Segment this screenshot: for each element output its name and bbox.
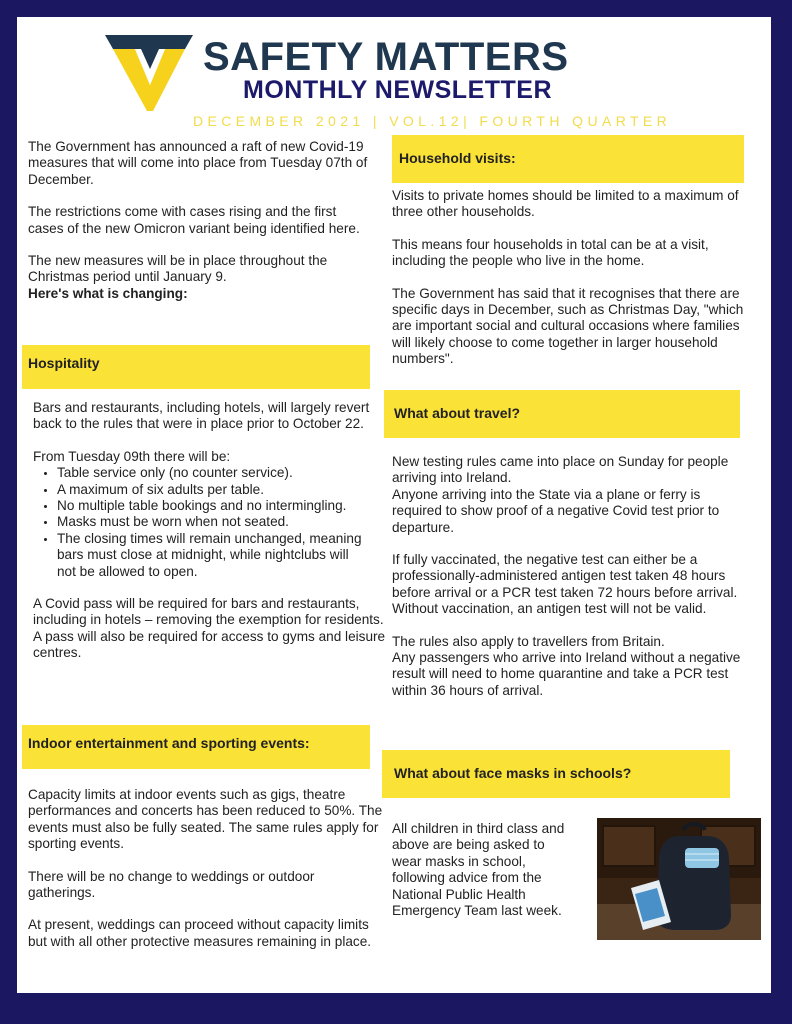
travel-paragraph: New testing rules came into place on Sunday for people arriving into Ireland. (392, 454, 729, 486)
list-item: • No multiple table bookings and no intermingling. (57, 498, 388, 514)
list-item: • Masks must be worn when not seated. (57, 514, 388, 530)
face-masks-section (392, 821, 577, 919)
indoor-paragraph: Capacity limits at indoor events such as gigs, theatre performances and concerts has been reduced to 50%. The events must also be fully seated. The same rules apply for sporting events. (28, 787, 383, 852)
household-paragraph: The Government has said that it recognises that there are specific days in December, such as Christmas Day, "which are important social and cultural occasions where families will likely choose to come together in larger household numbers". (392, 285, 744, 367)
travel-section (392, 454, 749, 699)
intro-section (28, 139, 373, 302)
indoor-events-section (28, 787, 383, 966)
hospitality-paragraph: Bars and restaurants, including hotels, will largely revert back to the rules that were in place prior to October 22. (33, 400, 370, 432)
travel-paragraph: The rules also apply to travellers from Britain. (392, 633, 665, 649)
travel-paragraph: Any passengers who arrive into Ireland without a negative result will need to home quarantine and take a PCR test within 36 hours of arrival. (392, 650, 741, 698)
face-masks-paragraph: All children in third class and above are being asked to wear masks in school, following advice from the National Public Health Emergency Team last week. (392, 821, 565, 919)
intro-paragraph: The new measures will be in place throughout the Christmas period until January 9. (28, 253, 328, 285)
household-paragraph: This means four households in total can be at a visit, including the people who live in the home. (392, 236, 709, 269)
hospitality-section (33, 400, 388, 662)
intro-lead-in: Here's what is changing: (28, 285, 188, 301)
hospitality-paragraph: A pass will also be required for access to gyms and leisure centres. (33, 628, 386, 661)
travel-paragraph: If fully vaccinated, the negative test can either be a professionally-administered antigen test taken 48 hours before arrival or a PCR test taken 72 hours before arrival. Without vaccination, an antigen test will not be valid. (392, 552, 738, 617)
travel-heading: What about travel? (384, 390, 740, 438)
list-item: • The closing times will remain unchanged, meaning bars must close at midnight, while nightclubs will not be allowed to open. (57, 531, 388, 580)
household-paragraph: Visits to private homes should be limited to a maximum of three other households. (392, 188, 739, 220)
household-visits-section (392, 188, 747, 384)
list-item: • A maximum of six adults per table. (57, 482, 388, 498)
safety-logo-icon (105, 33, 195, 113)
newsletter-title: SAFETY MATTERS (203, 35, 569, 79)
backpack-mask-photo (597, 818, 761, 940)
indoor-events-heading: Indoor entertainment and sporting events: (22, 725, 370, 769)
hospitality-heading: Hospitality (22, 345, 370, 389)
indoor-paragraph: There will be no change to weddings or outdoor gatherings. (28, 868, 315, 901)
issue-line: DECEMBER 2021 | VOL.12| FOURTH QUARTER (193, 113, 672, 129)
intro-paragraph: The Government has announced a raft of new Covid-19 measures that will come into place from Tuesday 07th of December. (28, 139, 368, 187)
indoor-paragraph: At present, weddings can proceed without capacity limits but with all other protective measures remaining in place. (28, 917, 372, 949)
newsletter-subtitle: MONTHLY NEWSLETTER (243, 76, 553, 104)
list-item: • Table service only (no counter service). (57, 465, 388, 481)
travel-paragraph: Anyone arriving into the State via a plane or ferry is required to show proof of a negative Covid test prior to departure. (392, 486, 720, 535)
hospitality-rules-list (33, 465, 388, 580)
household-visits-heading: Household visits: (392, 135, 744, 183)
intro-paragraph: The restrictions come with cases rising and the first cases of the new Omicron variant being identified here. (28, 204, 360, 236)
hospitality-paragraph: A Covid pass will be required for bars and restaurants, including in hotels – removing the exemption for residents. (33, 596, 384, 628)
face-masks-heading: What about face masks in schools? (382, 750, 730, 798)
newsletter-page (17, 17, 771, 993)
hospitality-paragraph: From Tuesday 09th there will be: (33, 448, 231, 464)
